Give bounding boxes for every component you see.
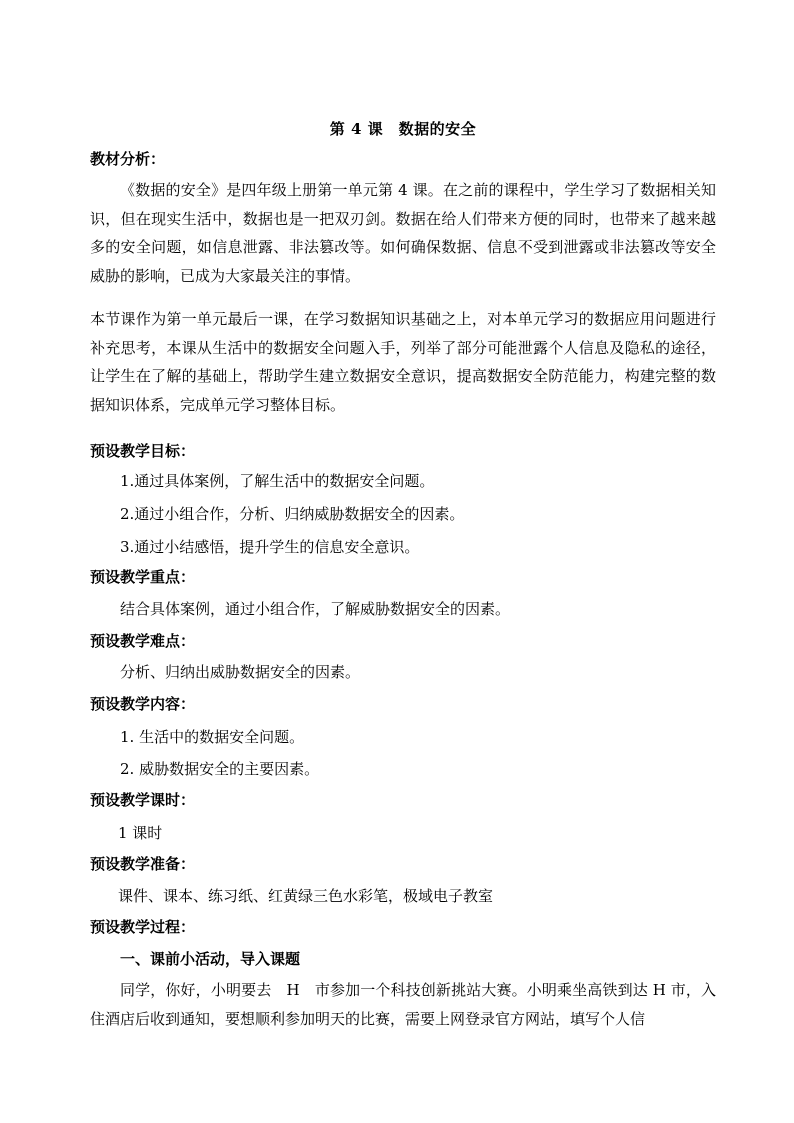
goal-item-1: 1.通过具体案例，了解生活中的数据安全问题。 <box>120 472 435 490</box>
goals-heading: 预设教学目标： <box>90 442 196 460</box>
difficulty-heading: 预设教学难点： <box>90 632 196 650</box>
hours-heading: 预设教学课时： <box>90 791 196 809</box>
analysis-heading: 教材分析： <box>90 150 166 168</box>
analysis-paragraph-2: 本节课作为第一单元最后一课，在学习数据知识基础之上，对本单元学习的数据应用问题进行补充思考，本课从生活中的数据安全问题入手，列举了部分可能泄露个人信息及隐私的途径，让学生在了解的基础上，帮助学生建立数据安全意识，提高数据安全防范能力，构建完整的数据知识体系，完成单元学习整体目标。 <box>90 310 716 414</box>
goal-item-3: 3.通过小结感悟，提升学生的信息安全意识。 <box>120 538 420 556</box>
difficulty-text: 分析、归纳出威胁数据安全的因素。 <box>120 663 361 681</box>
process-paragraph-1: 同学，你好，小明要去 H 市参加一个科技创新挑站大赛。小明乘坐高铁到达 H 市，入住酒店后收到通知，要想顺利参加明天的比赛，需要上网登录官方网站，填写个人信 <box>90 981 716 1028</box>
goal-item-2: 2.通过小组合作，分析、归纳威胁数据安全的因素。 <box>120 505 465 523</box>
focus-heading: 预设教学重点： <box>90 568 196 586</box>
page-title: 第 4 课 数据的安全 <box>329 120 477 138</box>
focus-text: 结合具体案例，通过小组合作，了解威胁数据安全的因素。 <box>120 600 511 618</box>
content-item-2: 2. 威胁数据安全的主要因素。 <box>120 760 320 778</box>
content-item-1: 1. 生活中的数据安全问题。 <box>120 728 305 746</box>
process-heading: 预设教学过程： <box>90 918 196 936</box>
process-subheading-1: 一、课前小活动，导入课题 <box>120 950 301 968</box>
prep-text: 课件、课本、练习纸、红黄绿三色水彩笔，极域电子教室 <box>118 887 494 905</box>
prep-heading: 预设教学准备： <box>90 855 196 873</box>
analysis-paragraph-1: 《数据的安全》是四年级上册第一单元第 4 课。在之前的课程中，学生学习了数据相关知识，但在现实生活中，数据也是一把双刃剑。数据在给人们带来方便的同时，也带来了越来越多的安全问题，如信息泄露、非法篡改等。如何确保数据、信息不受到泄露或非法篡改等安全威胁的影响，已成为大家最关注的事情。 <box>90 181 716 285</box>
content-heading: 预设教学内容： <box>90 695 196 713</box>
hours-text: 1 课时 <box>118 824 163 842</box>
